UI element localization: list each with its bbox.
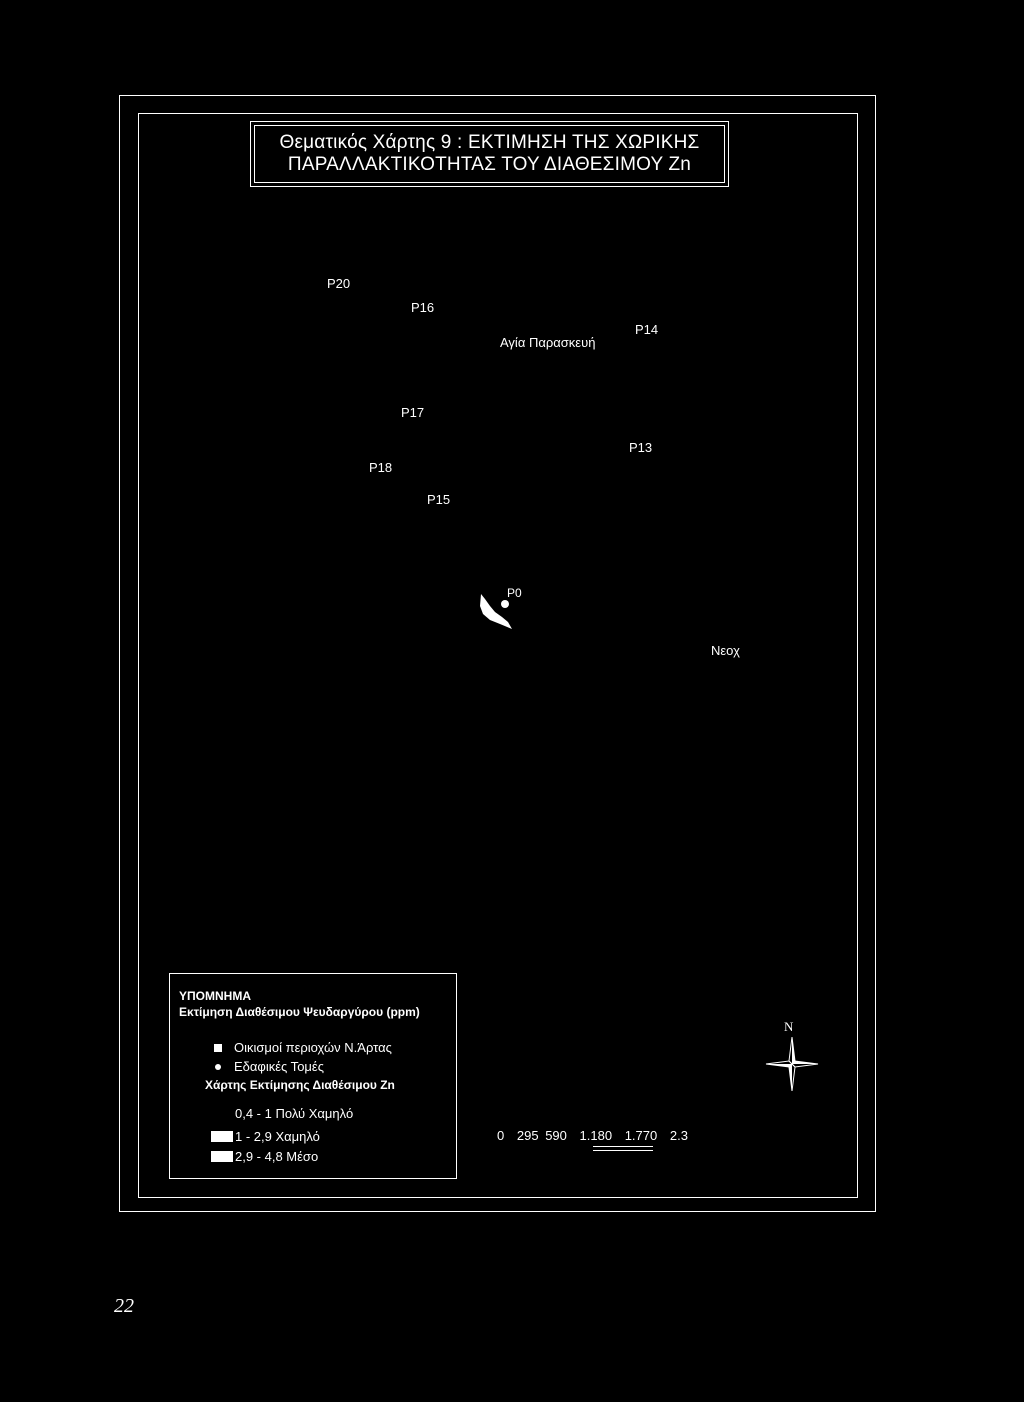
- label-p18: P18: [369, 460, 393, 475]
- legend-class-1-label: 0,4 - 1 Πολύ Χαμηλό: [235, 1106, 354, 1121]
- scale-tick: 0: [497, 1128, 505, 1143]
- legend-settlements: [214, 1040, 392, 1055]
- soil-section-dot-icon: [215, 1064, 221, 1070]
- north-arrow-icon: [764, 1035, 820, 1093]
- legend-map-subtitle: Χάρτης Εκτίμησης Διαθέσιμου Zn: [205, 1078, 395, 1092]
- label-p15: P15: [427, 492, 451, 507]
- scale-tick: 590: [545, 1128, 567, 1143]
- label-agia-paraskevi: Αγία Παρασκευή: [500, 335, 596, 350]
- settlement-square-icon: [214, 1044, 222, 1052]
- label-p14: P14: [635, 322, 659, 337]
- label-p17: P17: [401, 405, 425, 420]
- scale-bar-line-1: [593, 1146, 653, 1147]
- scale-bar-line-2: [593, 1150, 653, 1151]
- legend-class-3: [211, 1149, 318, 1164]
- legend-class-3-swatch: [211, 1151, 233, 1162]
- map-title-line-2: ΠΑΡΑΛΛΑΚΤΙΚΟΤΗΤΑΣ ΤΟΥ ΔΙΑΘΕΣΙΜΟΥ Zn: [287, 154, 692, 175]
- scale-bar: [497, 1128, 697, 1143]
- legend-class-2: [211, 1129, 320, 1144]
- map-title-line-1: Θεματικός Χάρτης 9 : ΕΚΤΙΜΗΣΗ ΤΗΣ ΧΩΡΙΚΗΣ: [279, 132, 700, 153]
- label-p16: P16: [411, 300, 435, 315]
- scale-tick: 1.180: [579, 1128, 613, 1143]
- label-neox: Νεοχ: [711, 643, 740, 658]
- label-p20: P20: [327, 276, 351, 291]
- legend-settlements-label: Οικισμοί περιοχών Ν.Άρτας: [234, 1040, 392, 1055]
- scale-tick: 295: [516, 1128, 539, 1143]
- north-label: N: [784, 1019, 794, 1034]
- legend-heading: ΥΠΟΜΝΗΜΑ: [179, 989, 251, 1003]
- legend-subtitle: Εκτίμηση Διαθέσιμου Ψευδαργύρου (ppm): [179, 1005, 420, 1019]
- label-p13: P13: [629, 440, 653, 455]
- legend-box: [169, 973, 457, 1179]
- settlement-shape-p0: [478, 590, 518, 636]
- legend-class-1: [235, 1106, 353, 1121]
- label-p0: P0: [507, 586, 522, 600]
- legend-soil-sections: [214, 1059, 324, 1074]
- legend-soil-sections-label: Εδαφικές Τομές: [234, 1059, 324, 1074]
- map-title-box: [250, 121, 729, 187]
- scale-tick: 2.3: [669, 1128, 688, 1143]
- legend-class-2-swatch: [211, 1131, 233, 1142]
- legend-class-3-label: 2,9 - 4,8 Μέσο: [235, 1149, 319, 1164]
- legend-class-2-label: 1 - 2,9 Χαμηλό: [235, 1129, 320, 1144]
- soil-section-point-p0: [501, 600, 509, 608]
- scale-tick: 1.770: [624, 1128, 658, 1143]
- page-number: 22: [114, 1295, 134, 1317]
